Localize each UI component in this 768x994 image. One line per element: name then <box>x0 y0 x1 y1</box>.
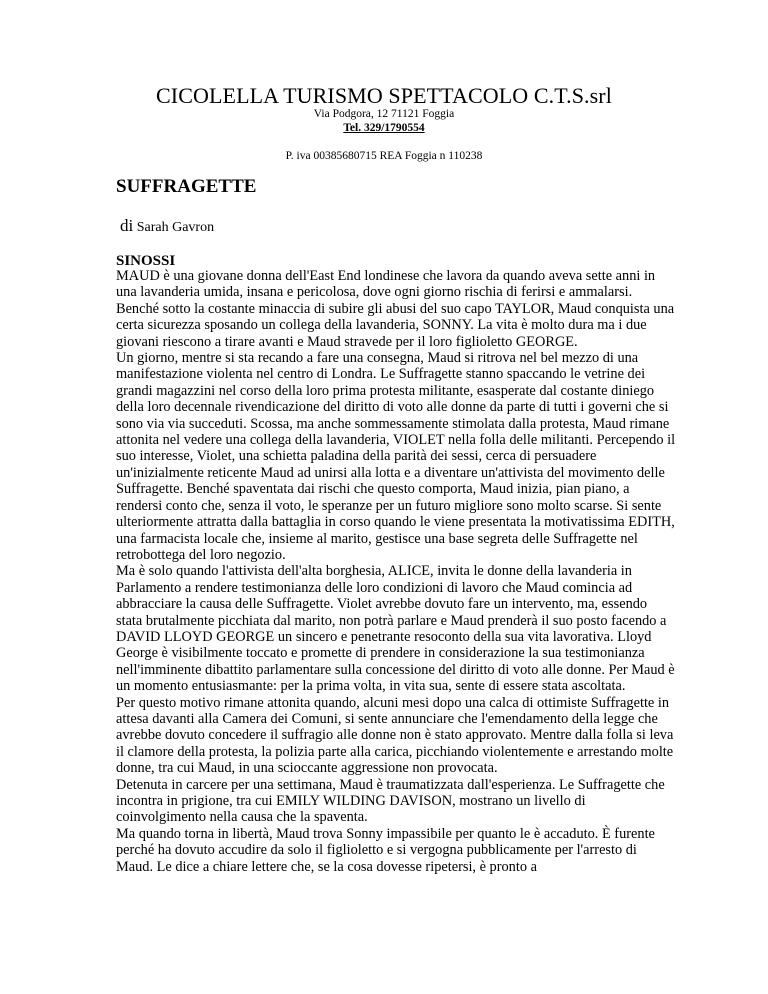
synopsis-paragraph: Detenuta in carcere per una settimana, Maud è traumatizzata dall'esperienza. Le Suffragette che incontra in prigione, tra cui EMILY WILDING DAVISON, mostrano un livello di coinvolgimento nella causa che la spaventa. <box>116 776 665 826</box>
company-address: Via Podgora, 12 71121 Foggia <box>313 108 455 120</box>
film-title: SUFFRAGETTE <box>116 176 257 197</box>
synopsis-paragraph: MAUD è una giovane donna dell'East End londinese che lavora da quando aveva sette anni in una lavanderia umida, insana e pericolosa, dove ogni giorno rischia di ferirsi e ammalarsi. Benché sotto la costante minaccia di subire gli abusi del suo capo TAYLOR, Maud conquista una certa sicurezza sposando un collega della lavanderia, SONNY. La vita è molto dura ma i due giovani riescono a tirare avanti e Maud stravede per il loro figlioletto GEORGE. <box>116 268 675 350</box>
section-heading: SINOSSI <box>116 253 176 269</box>
company-phone: Tel. 329/1790554 <box>343 122 425 134</box>
company-name: CICOLELLA TURISMO SPETTACOLO C.T.S.srl <box>156 83 612 108</box>
film-director: Sarah Gavron <box>136 220 215 235</box>
synopsis-paragraph: Un giorno, mentre si sta recando a fare una consegna, Maud si ritrova nel bel mezzo di una manifestazione violenta nel centro di Londra. Le Suffragette stanno spaccando le vetrine dei grandi magazzini nel corso della loro prima protesta militante, esasperate dal costante diniego della loro decennale rivendicazione del diritto di voto alle donne da parte di tutti i governi che si sono via via succeduti. Scossa, ma anche sommessamente stimolata dalla protesta, Maud rimane attonita nel vedere una collega della lavanderia, VIOLET nella folla delle militanti. Percependo il suo interesse, Violet, una schietta paladina della parità dei sessi, cerca di persuadere un'inizialmente reticente Maud ad unirsi alla lotta e a diventare un'attivista del movimento delle Suffragette. Benché spaventata dai rischi che questo comporta, Maud inizia, pian piano, a rendersi conto che, senza il voto, le speranze per un futuro migliore sono molto scarse. Si sente ulteriormente attratta dalla battaglia in corso quando le viene presentata la motivatissima EDITH, una farmacista locale che, insieme al marito, gestisce una base segreta delle Suffragette nel retrobottega del loro negozio. <box>116 350 676 563</box>
synopsis-paragraph: Ma è solo quando l'attivista dell'alta borghesia, ALICE, invita le donne della lavanderia in Parlamento a rendere testimonianza delle loro condizioni di lavoro che Maud comincia ad abbracciare la causa delle Suffragette. Violet avrebbe dovuto fare un intervento, ma, essendo stata brutalmente picchiata dal marito, non potrà parlare e Maud prenderà il suo posto facendo a DAVID LLOYD GEORGE un sincero e penetrante resoconto della sua vita lavorativa. Lloyd George è visibilmente toccato e promette di prendere in considerazione la sua testimonianza nell'imminente dibattito parlamentare sulla concessione del diritto di voto alle donne. Per Maud è un momento entusiasmante: per la prima volta, in vita sua, sente di essere stata ascoltata. <box>116 563 675 695</box>
synopsis-paragraph: Ma quando torna in libertà, Maud trova Sonny impassibile per quanto le è accaduto. È furente perché ha dovuto accudire da solo il figlioletto e si vergogna pubblicamente per l'arresto di Maud. Le dice a chiare lettere che, se la cosa dovesse ripetersi, è pronto a <box>116 825 655 875</box>
company-vat-info: P. iva 00385680715 REA Foggia n 110238 <box>285 150 483 162</box>
synopsis-body <box>116 268 676 875</box>
byline-di: di <box>120 216 134 235</box>
synopsis-paragraph: Per questo motivo rimane attonita quando, alcuni mesi dopo una calca di ottimiste Suffragette in attesa davanti alla Camera dei Comuni, si sente annunciare che l'emendamento della legge che avrebbe dovuto concedere il suffragio alle donne non è stato approvato. Mentre dalla folla si leva il clamore della protesta, la polizia parte alla carica, picchiando violentemente e arrestando molte donne, tra cui Maud, in una scioccante aggressione non provocata. <box>116 694 674 777</box>
film-byline <box>120 217 214 237</box>
